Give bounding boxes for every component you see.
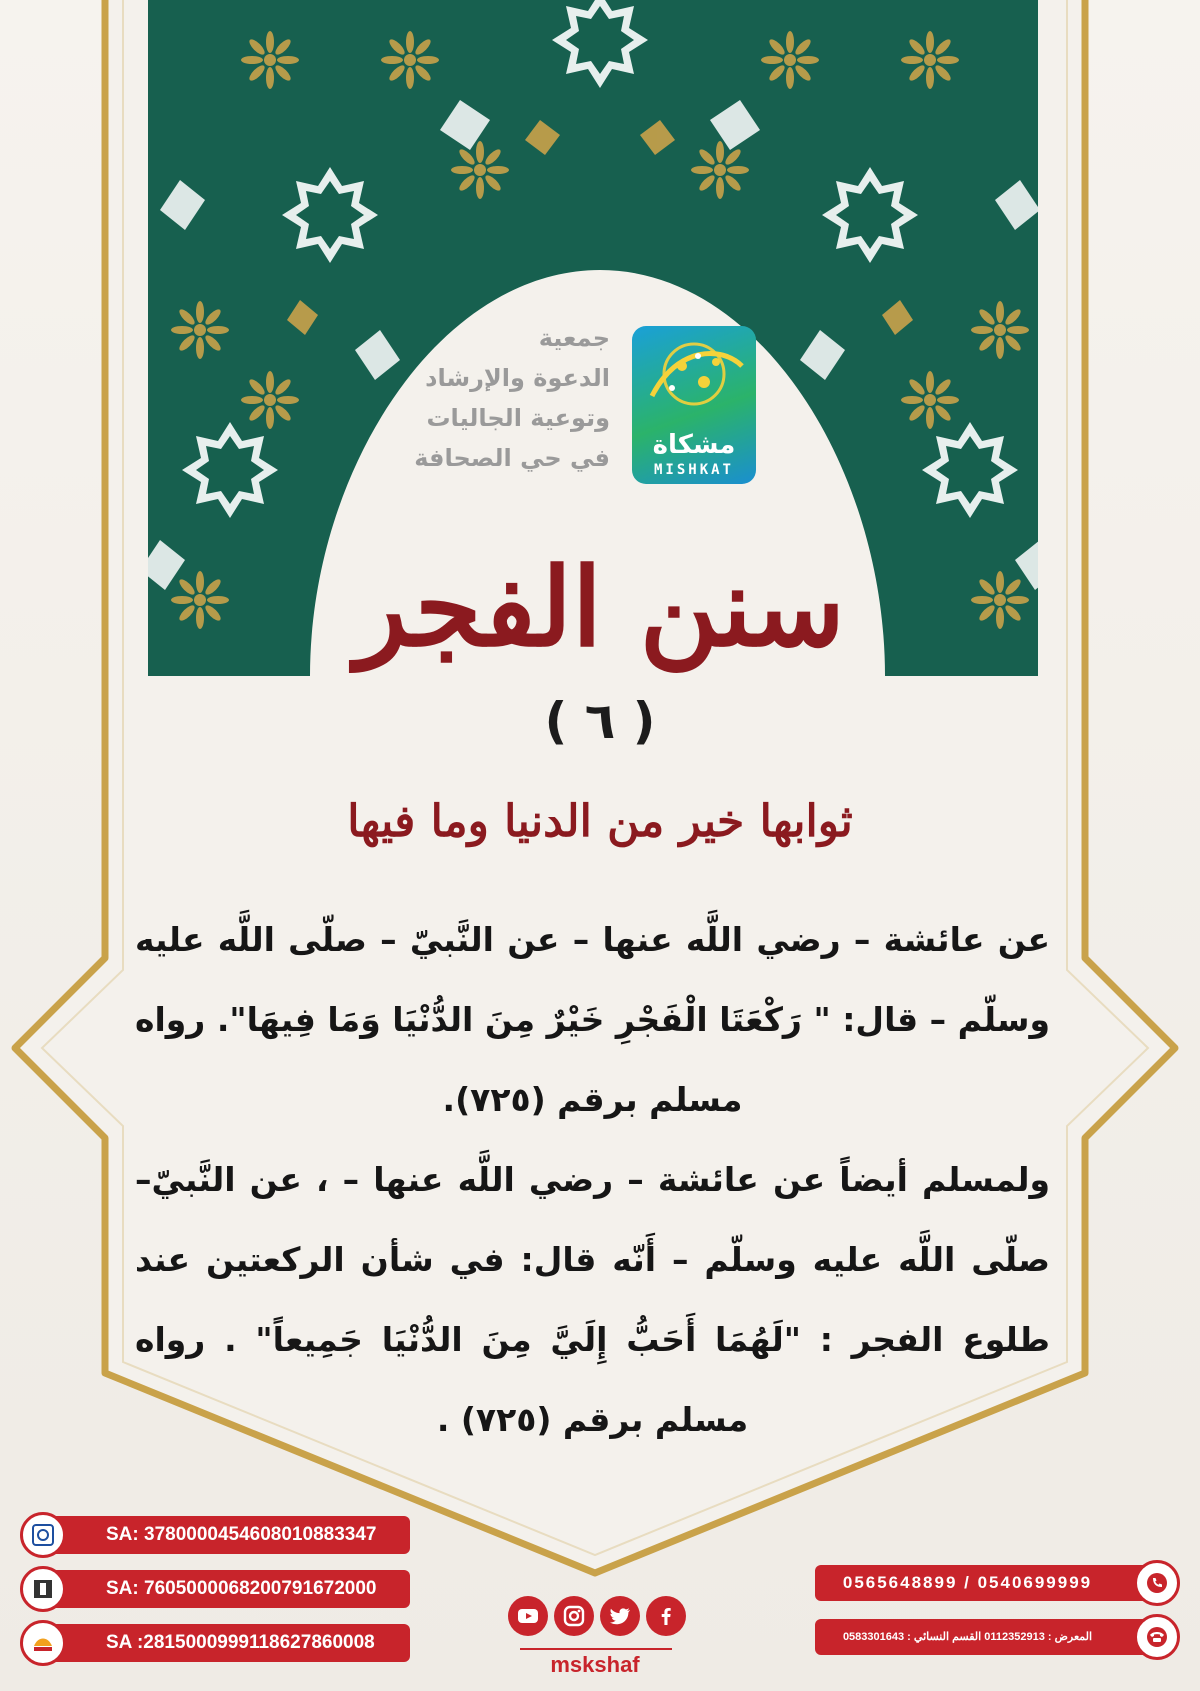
bank-albilad-icon: [20, 1566, 66, 1612]
logo-name-latin: MISHKAT: [653, 462, 734, 478]
page-subtitle: ثوابها خير من الدنيا وما فيها: [347, 796, 853, 847]
logo-name-arabic: مشكاة: [652, 430, 736, 460]
logo-emblem-icon: [632, 326, 756, 436]
hadith-body: [135, 900, 1050, 1460]
page-title: سنن الفجر: [355, 545, 845, 671]
twitter-icon[interactable]: [600, 1596, 640, 1636]
hadith-paragraph-2: ولمسلم أيضاً عن عائشة – رضي اللَّه عنها – ، عن النَّبيّ– صلّى اللَّه عليه وسلّم – أَنّه قال: في شأن الركعتين عند طلوع الفجر : "لَهُمَا أَحَبُّ إِلَيَّ مِنَ الدُّنْيَا جَمِيعاً" . رواه مسلم برقم (٧٢٥) .: [135, 1160, 1050, 1439]
mishkat-logo: [632, 326, 756, 484]
mobile-phone-icon: [1134, 1560, 1180, 1606]
mobile-numbers[interactable]: 0565648899 / 0540699999: [815, 1565, 1150, 1601]
landline-numbers[interactable]: المعرض : 0112352913 القسم النسائي : 0583301643: [815, 1619, 1150, 1655]
facebook-icon[interactable]: [646, 1596, 686, 1636]
bank-account-row: [20, 1512, 410, 1558]
instagram-icon[interactable]: [554, 1596, 594, 1636]
bank-account-row: [20, 1566, 410, 1612]
bank-account-number: SA: 760500006820079167200‍0: [50, 1570, 410, 1608]
social-handle[interactable]: mskshaf: [550, 1652, 640, 1677]
organization-name: [380, 318, 610, 478]
landline-contact-row: [815, 1614, 1180, 1660]
org-name-line1: جمعية: [538, 324, 610, 352]
series-number: ( ٦ ): [544, 692, 656, 750]
mobile-contact-row: [815, 1560, 1180, 1606]
bank-account-number: SA :281500099911862786000‍8: [50, 1624, 410, 1662]
bank-account-number: SA: 378000045460801088334‍7: [50, 1516, 410, 1554]
org-name-line2: الدعوة والإرشاد: [425, 364, 610, 392]
bank-alrajhi-icon: [20, 1512, 66, 1558]
bank-account-row: [20, 1620, 410, 1666]
telephone-icon: [1134, 1614, 1180, 1660]
org-name-line4: في حي الصحافة: [414, 444, 610, 472]
hadith-paragraph-1: عن عائشة – رضي اللَّه عنها – عن النَّبيّ – صلّى اللَّه عليه وسلّم – قال: " رَكْعَتَا الْفَجْرِ خَيْرٌ مِنَ الدُّنْيَا وَمَا فِيهَا". رواه مسلم برقم (٧٢٥).: [135, 920, 1050, 1119]
youtube-icon[interactable]: [508, 1596, 548, 1636]
bank-alinma-icon: [20, 1620, 66, 1666]
handle-divider: [520, 1648, 672, 1650]
org-name-line3: وتوعية الجاليات: [426, 404, 610, 432]
social-links: [508, 1596, 688, 1642]
